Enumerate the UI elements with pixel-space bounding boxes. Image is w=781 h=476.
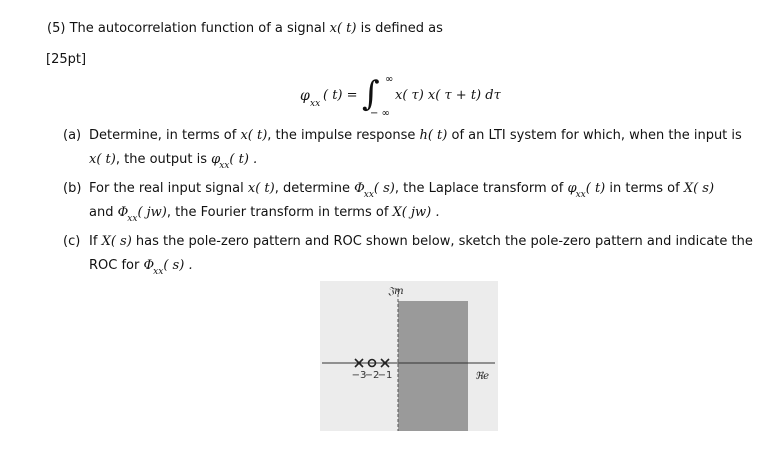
phi-argument: ( t) = <box>323 88 358 103</box>
signal-var: x( t) <box>329 21 357 36</box>
real-axis-label: ℜe <box>475 371 490 382</box>
phi-argument: ( t) . <box>229 152 258 167</box>
phi-argument: ( t) <box>585 181 606 196</box>
points-label: [25pt] <box>46 52 87 67</box>
Phi-argument: ( s) <box>373 181 395 196</box>
part-a-var-x: x( t) <box>89 152 116 167</box>
problem-intro-end: is defined as <box>360 21 443 36</box>
part-c-line-1 <box>89 234 753 249</box>
part-a-var-h: h( t) <box>419 128 448 143</box>
part-b-var-X: X( s) <box>683 181 715 196</box>
Phi-subscript: xx <box>127 214 138 224</box>
phi-symbol: φ <box>300 88 310 104</box>
Phi-symbol: Φ <box>143 258 155 273</box>
part-b-text: , the Fourier transform in terms of <box>166 205 389 220</box>
problem-intro: The autocorrelation function of a signal <box>69 21 326 36</box>
Phi-argument: ( jw) <box>137 205 167 220</box>
part-b-text: , determine <box>274 181 350 196</box>
part-a-text: , the output is <box>115 152 207 167</box>
part-b-var-X: X( jw) . <box>392 205 440 220</box>
autocorrelation-equation <box>300 74 520 119</box>
Phi-subscript: xx <box>153 267 164 277</box>
phi-subscript: xx <box>219 161 230 171</box>
Phi-subscript: xx <box>363 190 374 200</box>
imaginary-axis-label: 𝔍m <box>388 286 404 297</box>
part-a-var-x: x( t) <box>240 128 268 143</box>
part-b-label: (b) <box>63 181 82 196</box>
problem-number: (5) <box>47 21 66 36</box>
tick-label: −2 <box>364 370 380 381</box>
phi-symbol: φ <box>211 152 221 167</box>
part-a-text: , the impulse response <box>267 128 416 143</box>
tick-label: −3 <box>351 370 367 381</box>
part-a-line-1 <box>89 128 742 143</box>
part-b-var-x: x( t) <box>247 181 275 196</box>
phi-subscript: xx <box>575 190 586 200</box>
integrand: x( τ) x( τ + t) dτ <box>395 88 501 103</box>
problem-statement <box>47 21 443 36</box>
part-c-text: ROC for <box>89 258 140 273</box>
part-b-text: and <box>89 205 114 220</box>
tick-label: −1 <box>377 370 393 381</box>
part-a-text: Determine, in terms of <box>89 128 237 143</box>
integral-lower-limit: − ∞ <box>370 108 390 119</box>
part-c-line-2 <box>89 258 193 277</box>
phi-subscript: xx <box>310 99 321 109</box>
phi-symbol: φ <box>567 181 577 196</box>
pole-zero-plot <box>320 281 498 431</box>
part-c-label: (c) <box>63 234 81 249</box>
part-c-text: If <box>89 234 98 249</box>
roc-region <box>398 301 468 431</box>
part-b-line-1 <box>89 181 715 200</box>
Phi-symbol: Φ <box>117 205 129 220</box>
part-b-text: in terms of <box>609 181 680 196</box>
part-b-text: For the real input signal <box>89 181 244 196</box>
pole-zero-svg <box>320 281 498 431</box>
integral-sign: ∫ <box>362 74 380 114</box>
Phi-symbol: Φ <box>354 181 365 196</box>
part-c-var-X: X( s) <box>101 234 132 249</box>
part-a-text: of an LTI system for which, when the input is <box>451 128 742 143</box>
part-c-text: has the pole-zero pattern and ROC shown below, sketch the pole-zero pattern and indicate the <box>135 234 753 249</box>
part-a-label: (a) <box>63 128 82 143</box>
integral-upper-limit: ∞ <box>385 74 394 85</box>
Phi-argument: ( s) . <box>163 258 193 273</box>
part-a-line-2 <box>89 152 258 171</box>
part-b-text: , the Laplace transform of <box>394 181 564 196</box>
part-b-line-2 <box>89 205 440 224</box>
